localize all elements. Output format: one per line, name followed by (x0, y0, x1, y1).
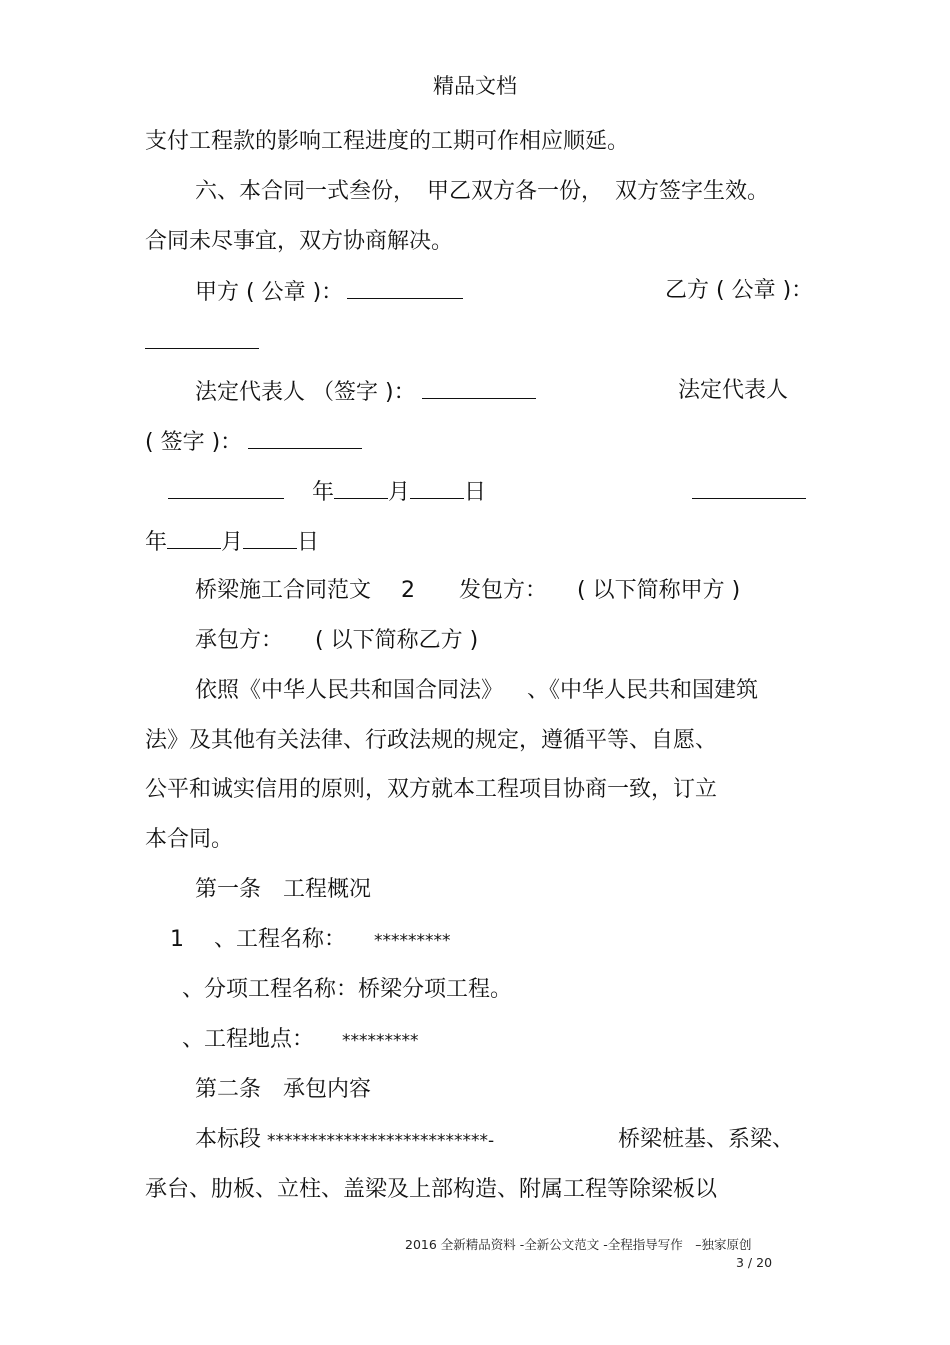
party-b-seal-line (145, 326, 259, 358)
contract-title: 桥梁施工合同范文 (195, 578, 372, 603)
legal-basis-line-2: 法》及其他有关法律、行政法规的规定，遵循平等、自愿、 (145, 728, 718, 753)
party-b-date-first-line (692, 476, 806, 508)
party-b-month-label: 月 (221, 530, 244, 555)
each-party-clause: 甲乙双方各一份， (427, 179, 604, 204)
party-a-seal-blank (347, 276, 463, 299)
effective-clause: 双方签字生效。 (615, 179, 770, 204)
party-a-month-label: 月 (388, 480, 411, 505)
sub-project-name-line: 、分项工程名称：桥梁分项工程。 (182, 977, 513, 1002)
party-b-date-blank (692, 476, 806, 499)
contract-title-line (195, 576, 740, 606)
party-a-seal-line (195, 276, 463, 308)
page-header-title: 精品文档 (433, 74, 517, 98)
contract-law-ref: 依照《中华人民共和国合同法》 (195, 678, 504, 703)
party-b-day-blank (243, 526, 297, 549)
project-name-label: 、工程名称： (214, 927, 347, 952)
party-a-date-blank (168, 476, 284, 499)
legal-basis-line-4: 本合同。 (145, 827, 234, 852)
party-a-day-blank (410, 476, 464, 499)
rep-b-sign-label: ( 签字 )： (145, 430, 243, 455)
employer-note: ( 以下简称甲方 ) (577, 578, 741, 603)
project-location-label: 、工程地点： (182, 1027, 315, 1052)
article-1-heading: 第一条 工程概况 (195, 877, 372, 902)
text-line-unresolved: 合同未尽事宜，双方协商解决。 (145, 229, 454, 254)
item-1-number: 1 (170, 927, 184, 952)
party-b-day-label: 日 (297, 530, 320, 555)
project-location-line (182, 1025, 419, 1056)
legal-basis-line-1 (195, 676, 758, 706)
employer-label: 发包方： (459, 578, 548, 603)
party-a-year-label: 年 (312, 480, 335, 505)
project-name-line (170, 925, 451, 956)
scope-label: 本标段 (195, 1127, 262, 1152)
page-number: 3 / 20 (736, 1255, 773, 1270)
party-a-seal-label: 甲方 ( 公章 )： (195, 280, 344, 305)
rep-a-sign-label: 法定代表人 （签字 )： (195, 380, 416, 405)
rep-b-sign-line (145, 426, 362, 458)
scope-items: 桥梁桩基、系梁、 (618, 1127, 795, 1152)
copies-clause: 六、本合同一式叁份， (195, 179, 416, 204)
party-a-month-blank (334, 476, 388, 499)
rep-a-sign-blank (422, 376, 536, 399)
rep-b-sign-blank (248, 426, 362, 449)
contractor-label: 承包方： (195, 628, 284, 653)
rep-a-line (195, 376, 536, 408)
contractor-line (195, 626, 478, 656)
project-location-value: ********* (342, 1031, 419, 1051)
party-a-day-label: 日 (464, 480, 487, 505)
text-line-payment-delay: 支付工程款的影响工程进度的工期可作相应顺延。 (145, 129, 630, 154)
party-b-seal-blank (145, 326, 259, 349)
contractor-note: ( 以下简称乙方 ) (315, 628, 479, 653)
text-line-copies (195, 177, 769, 207)
party-b-date-line (145, 526, 319, 558)
project-name-value: ********* (374, 931, 451, 951)
rep-b-label: 法定代表人 (678, 378, 789, 403)
party-b-month-blank (167, 526, 221, 549)
contract-title-number: 2 (401, 578, 416, 603)
legal-basis-line-3: 公平和诚实信用的原则，双方就本工程项目协商一致，订立 (145, 777, 718, 802)
scope-stars: **************************- (267, 1131, 495, 1151)
footer-text: 2016 全新精品资料 -全新公文范文 -全程指导写作 –独家原创 (405, 1237, 752, 1252)
party-b-year-label: 年 (145, 530, 168, 555)
scope-line-2: 承台、肋板、立柱、盖梁及上部构造、附属工程等除梁板以 (145, 1177, 718, 1202)
scope-line-1 (195, 1125, 494, 1156)
party-b-seal-label: 乙方 ( 公章 )： (665, 278, 814, 303)
article-2-heading: 第二条 承包内容 (195, 1077, 372, 1102)
construction-law-ref: 、《中华人民共和国建筑 (527, 678, 759, 703)
party-a-date-line (168, 476, 486, 508)
